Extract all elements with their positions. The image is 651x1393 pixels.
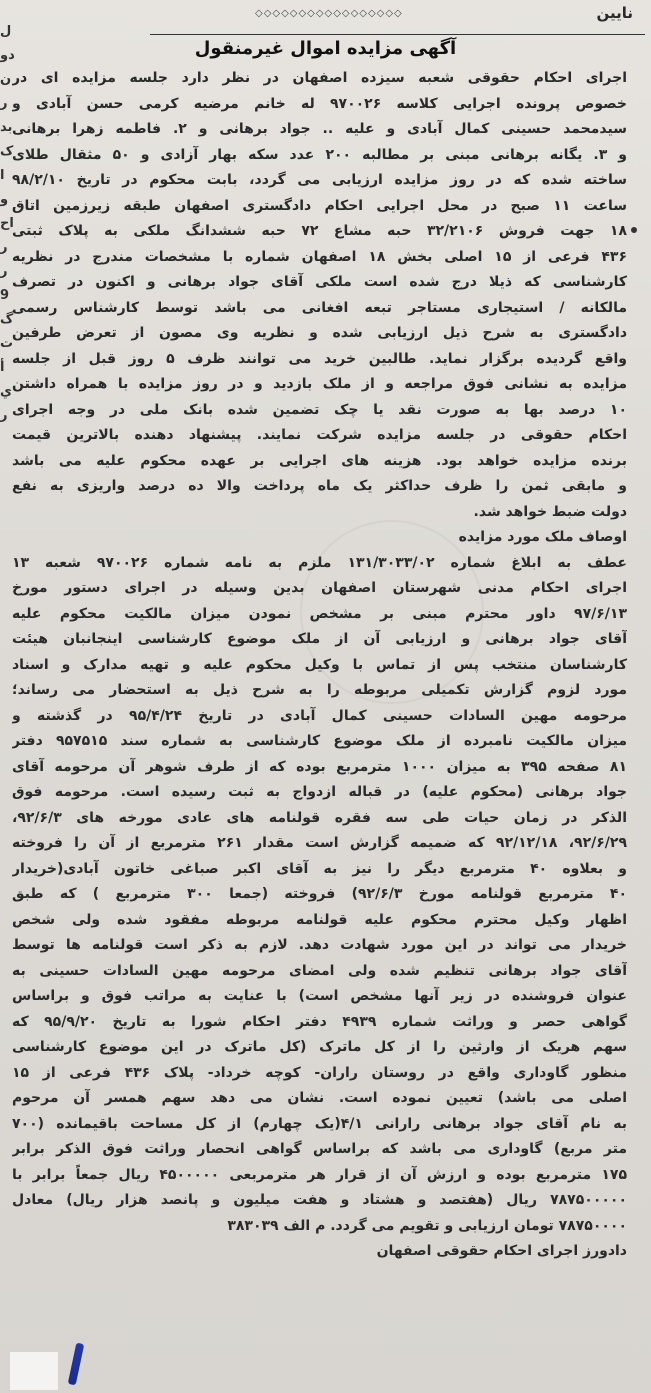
notice-line: مالکانه / استیجاری مستاجر تبعه افغانی می باشد توسط کارشناس رسمی — [12, 299, 627, 316]
notice-line: آقای جواد برهانی تنظیم شده ولی امضای مرحومه مهین السادات حسینی به — [12, 962, 627, 979]
blank-corner — [10, 1352, 58, 1390]
bullet-mark — [631, 227, 637, 233]
pen-mark — [68, 1343, 85, 1386]
notice-line: میزان مالکیت نامبرده از ملک موضوع کارشناسی به شماره سند ۹۵۷۵۱۵ دفتر — [12, 733, 627, 749]
notice-line: ۷۸۷۵۰۰۰۰ تومان ارزیابی و تقویم می گردد. م الف ۳۸۳۰۳۹ — [227, 1217, 627, 1234]
notice-line: ۹۲/۶/۲۹، ۹۲/۱۲/۱۸ که ضمیمه گزارش است مقدار ۲۶۱ مترمربع از آن را فروخته — [12, 835, 627, 851]
header-city: نایین — [596, 4, 633, 22]
notice-line: مورد لزوم گزارش تکمیلی مربوطه را به شرح ذیل به استحضار می رساند؛ — [12, 682, 627, 698]
margin-fragment: اح — [0, 216, 14, 231]
notice-line: احکام حقوقی در جلسه مزایده شرکت نمایند. پیشنهاد دهنده بالاترین قیمت — [12, 427, 627, 443]
notice-line: ۹۷/۶/۱۳ داور محترم مبنی بر مشخص نمودن میزان مالکیت محکوم علیه — [12, 605, 627, 622]
notice-line: اصلی می باشد) تعیین نموده است. نشان می دهد سهم همسر آن مرحوم — [12, 1090, 627, 1106]
notice-line: ۱۸ جهت فروش ۳۲/۲۱۰۶ حبه مشاع ۷۲ حبه ششدانگ ملکی به پلاک ثبتی — [12, 223, 627, 239]
notice-line: و بعلاوه ۴۰ مترمربع دیگر را نیز به آقای اکبر صباغی خاتون آبادی(خریدار — [12, 860, 627, 877]
notice-line: و ۳. یگانه برهانی مبنی بر مطالبه ۲۰۰ عدد سکه بهار آزادی و ۵۰ مثقال طلای — [12, 146, 627, 163]
margin-fragment: ل — [0, 24, 12, 39]
margin-fragment: ر — [0, 408, 8, 423]
margin-fragment: ک — [0, 144, 14, 159]
margin-fragment: ر — [0, 240, 8, 255]
notice-line: دادورز اجرای احکام حقوقی اصفهان — [376, 1243, 627, 1259]
margin-fragment: بد — [0, 120, 13, 135]
notice-line: ۷۸۷۵۰۰۰۰۰ ریال (هفتصد و هشتاد و هفت میلیون و پانصد هزار ریال) معادل — [12, 1192, 627, 1208]
notice-line: عطف به ابلاغ شماره ۱۳۱/۳۰۳۳/۰۲ ملزم به نامه شماره ۹۷۰۰۲۶ شعبه ۱۳ — [12, 554, 627, 571]
notice-line: الذکر در زمان حیات طی سه فقره قولنامه های عادی مورخه های ۹۲/۶/۳، — [12, 809, 627, 826]
margin-fragment: ر — [0, 96, 8, 111]
margin-fragment: ا — [0, 168, 5, 183]
notice-line: دولت ضبط خواهد شد. — [473, 503, 627, 520]
margin-fragment: أ — [0, 360, 5, 375]
margin-fragment: ن — [0, 72, 12, 87]
notice-title: آگهی مزایده اموال غیرمنقول — [194, 38, 457, 59]
notice-line: آقای جواد برهانی و ارزیابی آن از ملک موضوع کارشناسی اینجانبان هیئت — [12, 631, 627, 647]
notice-line: به نام آقای جواد برهانی رارانی ۴/۱(یک چهارم) از کل مساحت باقیمانده (۷۰۰ — [12, 1115, 627, 1132]
notice-line: مرحومه مهین السادات حسینی کمال آبادی در تاریخ ۹۵/۴/۲۴ در گذشته و — [12, 707, 627, 724]
notice-line: اجرای احکام حقوقی شعبه سیزده اصفهان در نظر دارد جلسه مزایده ای در — [12, 70, 627, 86]
notice-line: گواهی حصر و وراثت شماره ۴۹۳۹ دفتر احکام شورا به تاریخ ۹۵/۹/۲۰ که — [12, 1013, 627, 1030]
notice-line: ۱۰ درصد بها به صورت نقد یا چک تضمین شده بانک ملی در وجه اجرای — [12, 401, 627, 418]
margin-fragment: ت — [0, 336, 14, 351]
margin-fragment: دو — [0, 48, 15, 63]
notice-line: خصوص پرونده اجرایی کلاسه ۹۷۰۰۲۶ له خانم مرضیه کرمی حسن آبادی و — [12, 95, 627, 112]
margin-fragment: 9 — [0, 288, 10, 303]
margin-fragment: ي — [0, 384, 12, 399]
notice-line: و مابقی ثمن را ظرف حداکثر یک ماه پرداخت والا ده درصد واریزی به نفع — [12, 478, 627, 494]
notice-line: ساخته شده که در روز مزایده ارزیابی می گردد، بابت محکوم در تاریخ ۹۸/۲/۱۰ — [12, 172, 627, 188]
notice-line: ۴۰ مترمربع قولنامه مورخ ۹۲/۶/۳) فروخته (جمعا ۳۰۰ مترمربع ) که طبق — [12, 886, 627, 902]
notice-line: سیدمحمد حسینی کمال آبادی و علیه .. جواد برهانی و ۲. فاطمه زهرا برهانی — [12, 121, 627, 137]
notice-line: برنده مزایده خواهد بود. هزینه های اجرایی بر عهده محکوم علیه می باشد — [12, 452, 627, 469]
notice-line: خریدار می تواند در این مورد شهادت دهد. لازم به ذکر است قولنامه ها توسط — [12, 937, 627, 953]
notice-line: مزایده به نشانی فوق مراجعه و از ملک بازدید و در روز مزایده با همراه داشتن — [12, 376, 627, 392]
margin-fragment: ر — [0, 264, 8, 279]
notice-line: واقع گردیده برگزار نماید. طالبین خرید می توانند ظرف ۵ روز قبل از جلسه — [12, 350, 627, 367]
notice-line: ۱۷۵ مترمربع بوده و ارزش آن از قرار هر مترمربعی ۴۵۰۰۰۰۰ ریال جمعاً برابر با — [12, 1166, 627, 1183]
notice-line: دادگستری به شرح ذیل ارزیابی شده و نظریه وی مصون از تعرض طرفین — [12, 325, 627, 341]
notice-line: کارشناسی که ذیلا درج شده است ملکی آقای جواد برهانی و اکنون در تصرف — [12, 274, 627, 290]
notice-body — [12, 66, 627, 1265]
header-decoration: ◇◇◇◇◇◇◇◇◇◇◇◇◇◇◇◇◇ — [255, 8, 403, 19]
notice-line: اظهار وکیل محترم محکوم علیه قولنامه مربوطه مفقود شده ولی شخص — [12, 911, 627, 928]
notice-line: کارشناسان منتخب پس از تماس با وکیل محکوم علیه و تهیه مدارک و اسناد — [12, 656, 627, 673]
notice-line: سهم هریک از وارثین را از کل ماترک (کل ماترک در این موضوع کارشناسی — [12, 1039, 627, 1055]
notice-line: اجرای احکام مدنی شهرستان اصفهان بدین وسیله در اجرای دستور مورخ — [12, 580, 627, 596]
notice-line: ساعت ۱۱ صبح در محل اجرایی احکام دادگستری اصفهان طبقه زیرزمین اتاق — [12, 197, 627, 214]
margin-fragment: و — [0, 192, 9, 207]
margin-fragment: گ — [0, 312, 14, 327]
notice-line: ۸۱ صفحه ۳۹۵ به میزان ۱۰۰۰ مترمربع بوده که از طرف شوهر آن مرحومه آقای — [12, 758, 627, 775]
adjacent-column-fragments — [0, 20, 15, 428]
notice-line: متر مربع) گاوداری می باشد که براساس گواهی انحصار وراثت فوق الذکر برابر — [12, 1141, 627, 1157]
notice-line: اوصاف ملک مورد مزایده — [458, 529, 627, 545]
notice-line: منظور گاوداری واقع در روستان راران- کوچه خرداد- پلاک ۴۳۶ فرعی از ۱۵ — [12, 1064, 627, 1081]
notice-line: ۴۳۶ فرعی از ۱۵ اصلی بخش ۱۸ اصفهان شماره با مشخصات مندرج در نظریه — [12, 248, 627, 265]
notice-line: جواد برهانی (محکوم علیه) در قباله ازدواج به ثبت رسیده است. مرحومه فوق — [12, 784, 627, 800]
notice-line: عنوان فروشنده در زیر آنها مشخص است) با عنایت به مراتب فوق و براساس — [12, 988, 627, 1004]
